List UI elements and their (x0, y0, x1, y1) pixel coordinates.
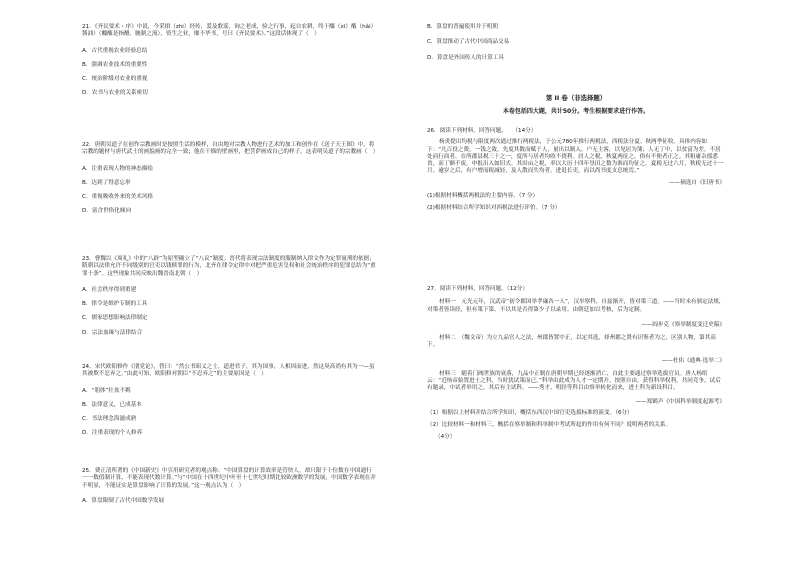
option: C．重视吸收外来的美术风格 (82, 194, 154, 201)
question-stem: 21．《齐民要术・序》中说，今采捃（zhì）经传，爰及歌谣，询之老成，验之行事，起自农耕，终于醯（xī）醢（hǎi）酱油）（醯醢是指醋、腌制之流），资生之业，靡不毕书，号曰《齐民要术》。”这段话体现了（ ） (82, 24, 374, 38)
material-text: 材料一 元光元年，汉武帝“初令郡国举孝廉各一人”，汉举察科，自兹渐开，皆对策三道。——当时未有颁定法规，对策者皆读经，但有策下第，不以其是否得第少子以录用。由朝廷加以考核，后为定制。 (427, 299, 725, 313)
question-26 (427, 128, 725, 212)
section-subtitle: 本卷包括四大题，共计50分。考生根据要求进行作答。 (502, 108, 650, 116)
option: A．算盘限制了古代中国数学发展 (82, 497, 165, 504)
question-stem: 27．阅读下列材料，回答问题。（12分） (427, 286, 528, 292)
option: C．儒家思想影响法律制定 (82, 315, 148, 322)
question-stem: 23．曹魏以《周礼》中的“八辟”为原型确立了“八议”制度；晋代将表现宗法制度的服制纳入律文作为定罪量刑的依据；隋朝以法律允许不同级别的官吏以钱赎罪的行为，北齐在律令定律中对把严重危害皇权和社会统治秩序的犯罪总结为“重罪十条”。这些现象共同反映出魏晋南北朝（ ） (82, 256, 376, 277)
question-21 (82, 24, 376, 98)
option: B．法律意义，已成基本 (82, 401, 142, 408)
option: D．注重表现的个人修养 (82, 430, 143, 437)
option: D．算盘是外国传人的计算工具 (427, 54, 505, 61)
option: D．农书与农业的关系密切 (82, 90, 148, 97)
option: B．达到了得意忘形 (82, 179, 131, 186)
option: B．强调农业技术的重要性 (82, 61, 148, 68)
material-source: ——郑鹤声《中国科举制度起源考》 (635, 398, 725, 405)
material-source: ——杜佑《通典·选举二》 (661, 357, 725, 364)
option: B．算盘的普遍使用并于明朝 (427, 24, 498, 30)
option: C．书法理念海滋成熟 (82, 416, 137, 423)
question-25 (82, 468, 376, 505)
sub-question: (2)根据材料结合所学知识对西税法进行评价。（7 分） (427, 205, 561, 212)
question-27 (427, 286, 725, 442)
question-25-continued (427, 24, 725, 62)
question-22 (82, 142, 379, 216)
sub-question: (1)根据材料概括两税法的主要内容。（7 分） (427, 192, 539, 199)
section-header (427, 94, 725, 116)
option: A．社会秩序得到重建 (82, 286, 137, 293)
question-stem: 24．宋代欧阳修作《朋党论》，替曰：“然公书昭义之士，道进君子，其为国事，人相因而进，然这臭高尚有其为一—虽其被欺不忍弃之。”由此可知，欧阳修对朝臣“不忍弃之”的主要原因是（ ） (82, 364, 375, 378)
sub-question-points: （4分） (435, 434, 456, 441)
material-text: 材料三 随着门阀世族的衰落，九品中正制在唐朝早期已经逐渐消亡，自此主要通过察举选拔官员。唐人杨绾云：“近炀帝始置进士之科，当时犹试策而已。”科举由此成为人才一定期开，按照自由，获得科举权利，共同竞争，试后有题录，中试者举用之，其后有主试科。——秀才、明经等科目由察举转化而来，进士科为新设科目。 (427, 370, 721, 392)
question-stem: 25．费正清所著的《中国新史》中引用研究者的观点称：“中国算盘的计算效率是管快人，却只限于十位数在中国通行一一数值制计算，不能表现代数计算。”与“中国在十四世纪中叶至十七世纪时期比较欧洲数学的发展，中国数学表现在并不明显，不能证实是算盘影响了计算的发展。”这一观点认为（ ） (82, 468, 376, 489)
option: D．宗法血缘与法律结合 (82, 329, 143, 336)
question-stem: 26．阅读下列材料，回答问题。 （14分） (427, 128, 537, 134)
option: A．“朋体”壮盆不羁 (82, 387, 131, 394)
option: C．算盘推动了古代中国商品交易 (427, 39, 510, 46)
question-24 (82, 364, 376, 438)
option: A．注重表现人物的神态描绘 (82, 165, 153, 172)
material-text: 杨炎提出均税与限度两次通过推行两税法，于公元780年推行两税法，西税法分夏、秋两季征收。具体内容如下：“凡百役之费，一钱之敛，先度其数而赋于人，量出以制入。户无主客，以见居为簿；人无丁中，以贫富为差。不居处而行商者，在所郡县税三十之一，度所与居者均收不侥利。居人之税，秋夏两征之，俗有不便者正之。其租庸杂徭悉省，而丁额不废，申报出入如旧式。其田亩之税，率以大历十四年垦田之数为准而均征之。夏税无过六月，秋税无过十一月。逾岁之后，有户增而税减轻，及人散而失均者，进退长吏。而以尚书度支总统焉。” (427, 139, 724, 175)
option: A．古代重视农业经验总结 (82, 47, 148, 54)
sub-question: （2）比较材料一和材料三，概括在察举制和科举制中考试所起的作用有何不同？说明两者的关系。 (427, 422, 672, 429)
sub-question: （1）根据以上材料并结合所学知识，概括东西汉中国官吏选拔标准的演变。（6分） (427, 409, 633, 416)
material-source: ——阎步克《察举制度变迁史稿》 (641, 321, 725, 328)
question-stem: 22．唐朝吴道子在创作宗教画时是按照生活的模样，自由地对宗教人物进行艺术的加工和创作在《送子天王图》中，将宗教的题材与唐代武士的画貌画的完全一致；他在干描的壁画里，把菩萨画成自己的样子。这表明吴道子的宗教画（ ） (82, 142, 379, 156)
section-title: 第 II 卷（非选择题） (545, 94, 607, 102)
material-source: ——摘选自《旧唐书》 (669, 179, 725, 186)
material-text: 材料二 （魏文帝）为立九品官人之法，州郡皆置中正，以定其选，择州郡之贤有识鉴者为之，区别人物，第其高下。 (427, 335, 716, 349)
option: C．统治阶级对农业的重视 (82, 76, 148, 83)
option: D．富含世俗化倾向 (82, 208, 132, 215)
option: B．律令是维护专制的工具 (82, 301, 148, 308)
question-23 (82, 256, 376, 337)
